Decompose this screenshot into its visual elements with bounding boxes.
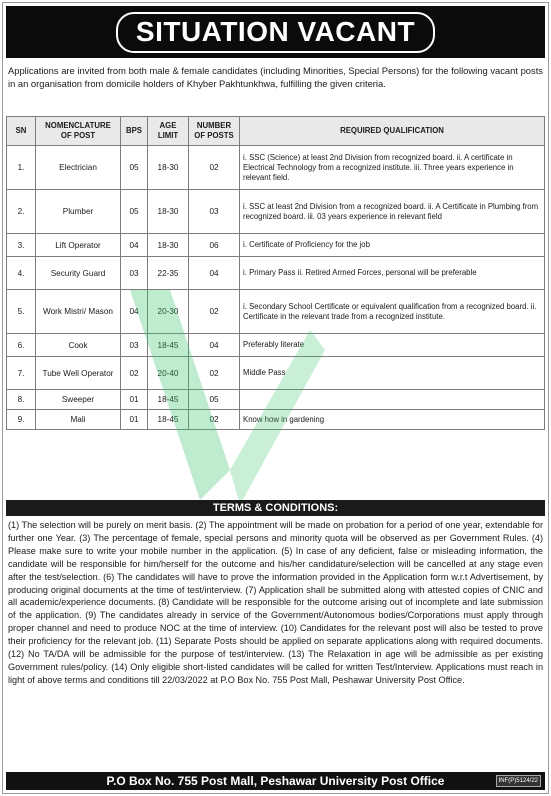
col-post: NOMENCLATURE OF POST xyxy=(36,117,121,146)
terms-heading: TERMS & CONDITIONS: xyxy=(6,500,545,516)
footer-address: P.O Box No. 755 Post Mall, Peshawar University Post Office xyxy=(6,772,545,790)
cell-num: 02 xyxy=(189,146,240,190)
cell-post: Tube Well Operator xyxy=(36,357,121,390)
title-pill xyxy=(116,12,435,53)
cell-post: Cook xyxy=(36,334,121,357)
cell-post: Electrician xyxy=(36,146,121,190)
cell-age: 18-45 xyxy=(148,334,189,357)
cell-post: Plumber xyxy=(36,190,121,234)
cell-bps: 02 xyxy=(121,357,148,390)
cell-sn: 3. xyxy=(7,234,36,257)
table-row xyxy=(7,146,545,190)
cell-age: 18-30 xyxy=(148,234,189,257)
cell-num: 04 xyxy=(189,334,240,357)
cell-bps: 01 xyxy=(121,390,148,410)
table-row xyxy=(7,357,545,390)
cell-qual: i. SSC at least 2nd Division from a recognized board. ii. A Certificate in Plumbing from recognized board. iii. 03 years experience in relevant field xyxy=(240,190,545,234)
cell-qual: Middle Pass xyxy=(240,357,545,390)
table-row xyxy=(7,334,545,357)
cell-sn: 8. xyxy=(7,390,36,410)
cell-sn: 2. xyxy=(7,190,36,234)
col-qual: REQUIRED QUALIFICATION xyxy=(240,117,545,146)
col-bps: BPS xyxy=(121,117,148,146)
title-banner xyxy=(6,6,545,58)
cell-bps: 03 xyxy=(121,257,148,290)
cell-age: 18-30 xyxy=(148,190,189,234)
col-sn: SN xyxy=(7,117,36,146)
cell-qual: Know how in gardening xyxy=(240,410,545,430)
cell-num: 02 xyxy=(189,410,240,430)
cell-bps: 04 xyxy=(121,234,148,257)
cell-age: 18-30 xyxy=(148,146,189,190)
vacancy-table xyxy=(6,116,545,430)
cell-bps: 04 xyxy=(121,290,148,334)
cell-age: 18-45 xyxy=(148,410,189,430)
cell-age: 20-30 xyxy=(148,290,189,334)
table-row xyxy=(7,234,545,257)
cell-post: Work Mistri/ Mason xyxy=(36,290,121,334)
cell-num: 03 xyxy=(189,190,240,234)
cell-post: Lift Operator xyxy=(36,234,121,257)
cell-qual: i. Certificate of Proficiency for the job xyxy=(240,234,545,257)
cell-qual: i. SSC (Science) at least 2nd Division from recognized board. ii. A certificate in Electrical Technology from a recognized institute. iii. Three years experience in relevant field. xyxy=(240,146,545,190)
cell-age: 22-35 xyxy=(148,257,189,290)
cell-sn: 1. xyxy=(7,146,36,190)
cell-bps: 01 xyxy=(121,410,148,430)
col-num: NUMBER OF POSTS xyxy=(189,117,240,146)
cell-num: 02 xyxy=(189,290,240,334)
cell-sn: 5. xyxy=(7,290,36,334)
intro-paragraph: Applications are invited from both male & female candidates (including Minorities, Special Persons) for the following vacant posts in an organisation from domicile holders of Khyber Pakhtunkhwa, fulfilling the given criteria. xyxy=(8,65,543,89)
terms-body: (1) The selection will be purely on merit basis. (2) The appointment will be made on probation for a period of one year, extendable for further one Year. (3) The percentage of female, special persons and minority quota will be observed as per Government Rules. (4) Please make sure to write your mobile number in the application. (5) In case of any deficient, false or misleading information, the candidate will be responsible for him/herself for the outcome and his/her candidature/selection will be cancelled at any stage even after the test/selection. (6) The candidates will have to prove the information provided in the Application form w.r.t Advertisement, by producing original documents at the time of test/interview. (7) Application shall be submitted along with attested copies of CNIC and all academic/experience documents. (8) Candidate will be responsible for the outcome arising out of incomplete and late submission of the application. (9) The candidates already in service of the Government/Autonomous bodies/Corporations must apply through proper channel and need to produce NOC at the time of interview. (10) Candidates for the relevant post will also be tested to prove their proficiency for the relevant job. (11) Separate Posts should be applied on separate applications along with required documents. (12) No TA/DA will be admissible for the purpose of test/interview. (13) The Relaxation in age will be admissible as per existing Government rules/policy. (14) Only eligible short-listed candidates will be called for written Test/Interview. Applications must reach in light of above terms and conditions till 22/03/2022 at P.O Box No. 755 Post Mall, Peshawar University Post Office. xyxy=(8,520,543,685)
table-row xyxy=(7,390,545,410)
cell-sn: 7. xyxy=(7,357,36,390)
cell-post: Security Guard xyxy=(36,257,121,290)
cell-num: 02 xyxy=(189,357,240,390)
cell-bps: 03 xyxy=(121,334,148,357)
reference-number: INF(P)5124/22 xyxy=(496,775,541,787)
table-row xyxy=(7,410,545,430)
cell-sn: 6. xyxy=(7,334,36,357)
cell-bps: 05 xyxy=(121,190,148,234)
cell-num: 06 xyxy=(189,234,240,257)
table-row xyxy=(7,290,545,334)
cell-qual xyxy=(240,390,545,410)
table-row xyxy=(7,257,545,290)
cell-qual: Preferably literate xyxy=(240,334,545,357)
table-row xyxy=(7,190,545,234)
cell-sn: 9. xyxy=(7,410,36,430)
cell-num: 05 xyxy=(189,390,240,410)
table-header-row xyxy=(7,117,545,146)
cell-num: 04 xyxy=(189,257,240,290)
page-title: SITUATION VACANT xyxy=(135,15,416,47)
cell-bps: 05 xyxy=(121,146,148,190)
cell-qual: i. Secondary School Certificate or equivalent qualification from a recognized board. ii. Certificate in the relevant trade from a recognized institute. xyxy=(240,290,545,334)
cell-post: Sweeper xyxy=(36,390,121,410)
cell-age: 20-40 xyxy=(148,357,189,390)
cell-post: Mali xyxy=(36,410,121,430)
col-age: AGE LIMIT xyxy=(148,117,189,146)
cell-age: 18-45 xyxy=(148,390,189,410)
cell-sn: 4. xyxy=(7,257,36,290)
cell-qual: i. Primary Pass ii. Retired Armed Forces, personal will be preferable xyxy=(240,257,545,290)
